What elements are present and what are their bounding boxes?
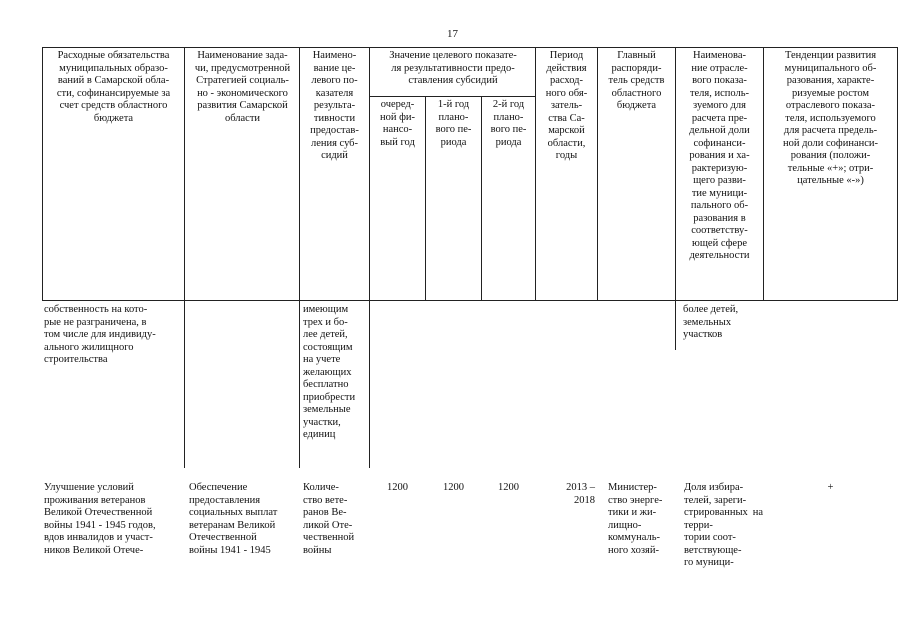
row2-trend-sign: +: [827, 482, 834, 493]
row2-value-planning-year-1: 1200: [443, 482, 464, 493]
header-task-name: Наименование зада- чи, предусмотренной Стратегией социаль- но - экономического развития Самарской области: [194, 50, 291, 124]
row1-expenditure-obligation: собственность на кото- рые не разграничена, в том числе для индивиду- ального жилищного строительства: [44, 304, 156, 365]
header-chief-administrator: Главный распоряди- тель средств областного бюджета: [608, 50, 665, 111]
header-expenditure-obligations: Расходные обязательства муниципальных образо- ваний в Самарской обла- сти, софинансируемые за счет средств областного бюджета: [56, 50, 171, 124]
row2-expenditure-obligation: Улучшение условий проживания ветеранов Великой Отечественной войны 1941 - 1945 годов, вдов инвалидов и участ- ников Великой Отече-: [44, 482, 156, 556]
row1-target-indicator: имеющим трех и бо- лее детей, состоящим на учете желающих бесплатно приобрести земельные участки, единиц: [303, 304, 356, 440]
header-target-indicator-name: Наимено- вание це- левого по- казателя результа- тивности предостав- ления суб- сидий: [310, 50, 359, 161]
row1-sector-indicator: более детей, земельных участков: [683, 304, 739, 340]
header-indicator-value-group: Значение целевого показате- ля результативности предо- ставления субсидий: [389, 50, 517, 86]
row2-value-next-year: 1200: [387, 482, 408, 493]
header-validity-period: Период действия расход- ного обя- затель- ства Са- марской области, годы: [545, 50, 588, 161]
row2-target-indicator: Количе- ство вете- ранов Ве- ликой Оте- чественной войны: [303, 482, 355, 556]
header-next-fiscal-year: очеред- ной фи- нансо- вый год: [379, 99, 416, 148]
row2-sector-indicator: Доля избира- телей, зареги- стрированных на терри- тории соот- ветствующе- го муници-: [684, 482, 763, 568]
header-sector-indicator-name: Наименова- ние отрасле- вого показа- теля, исполь- зуемого для расчета пре- дельной доли софинанси- рования и ха- рактеризую- щего разви- тие муници- пального об- разования в соответству- ющей сфере деятельности: [689, 50, 750, 261]
row2-validity-period: 2013 – 2018: [566, 482, 595, 506]
row2-value-planning-year-2: 1200: [498, 482, 519, 493]
header-development-trends: Тенденции развития муниципального об- разования, характе- ризуемые ростом отраслевого показа- теля, используемого для расчета предель- ной доли софинанси- рования (положи- тельные «+»; отри- цательные «-»): [782, 50, 879, 186]
row2-task-name: Обеспечение предоставления социальных выплат ветеранам Великой Отечественной войны 1941 - 1945: [189, 482, 278, 556]
page-number: 17: [447, 28, 458, 40]
header-planning-year-1: 1-й год плано- вого пе- риода: [435, 99, 472, 148]
row2-chief-administrator: Министер- ство энерге- тики и жи- лищно- коммуналь- ного хозяй-: [608, 482, 663, 556]
header-planning-year-2: 2-й год плано- вого пе- риода: [490, 99, 527, 148]
